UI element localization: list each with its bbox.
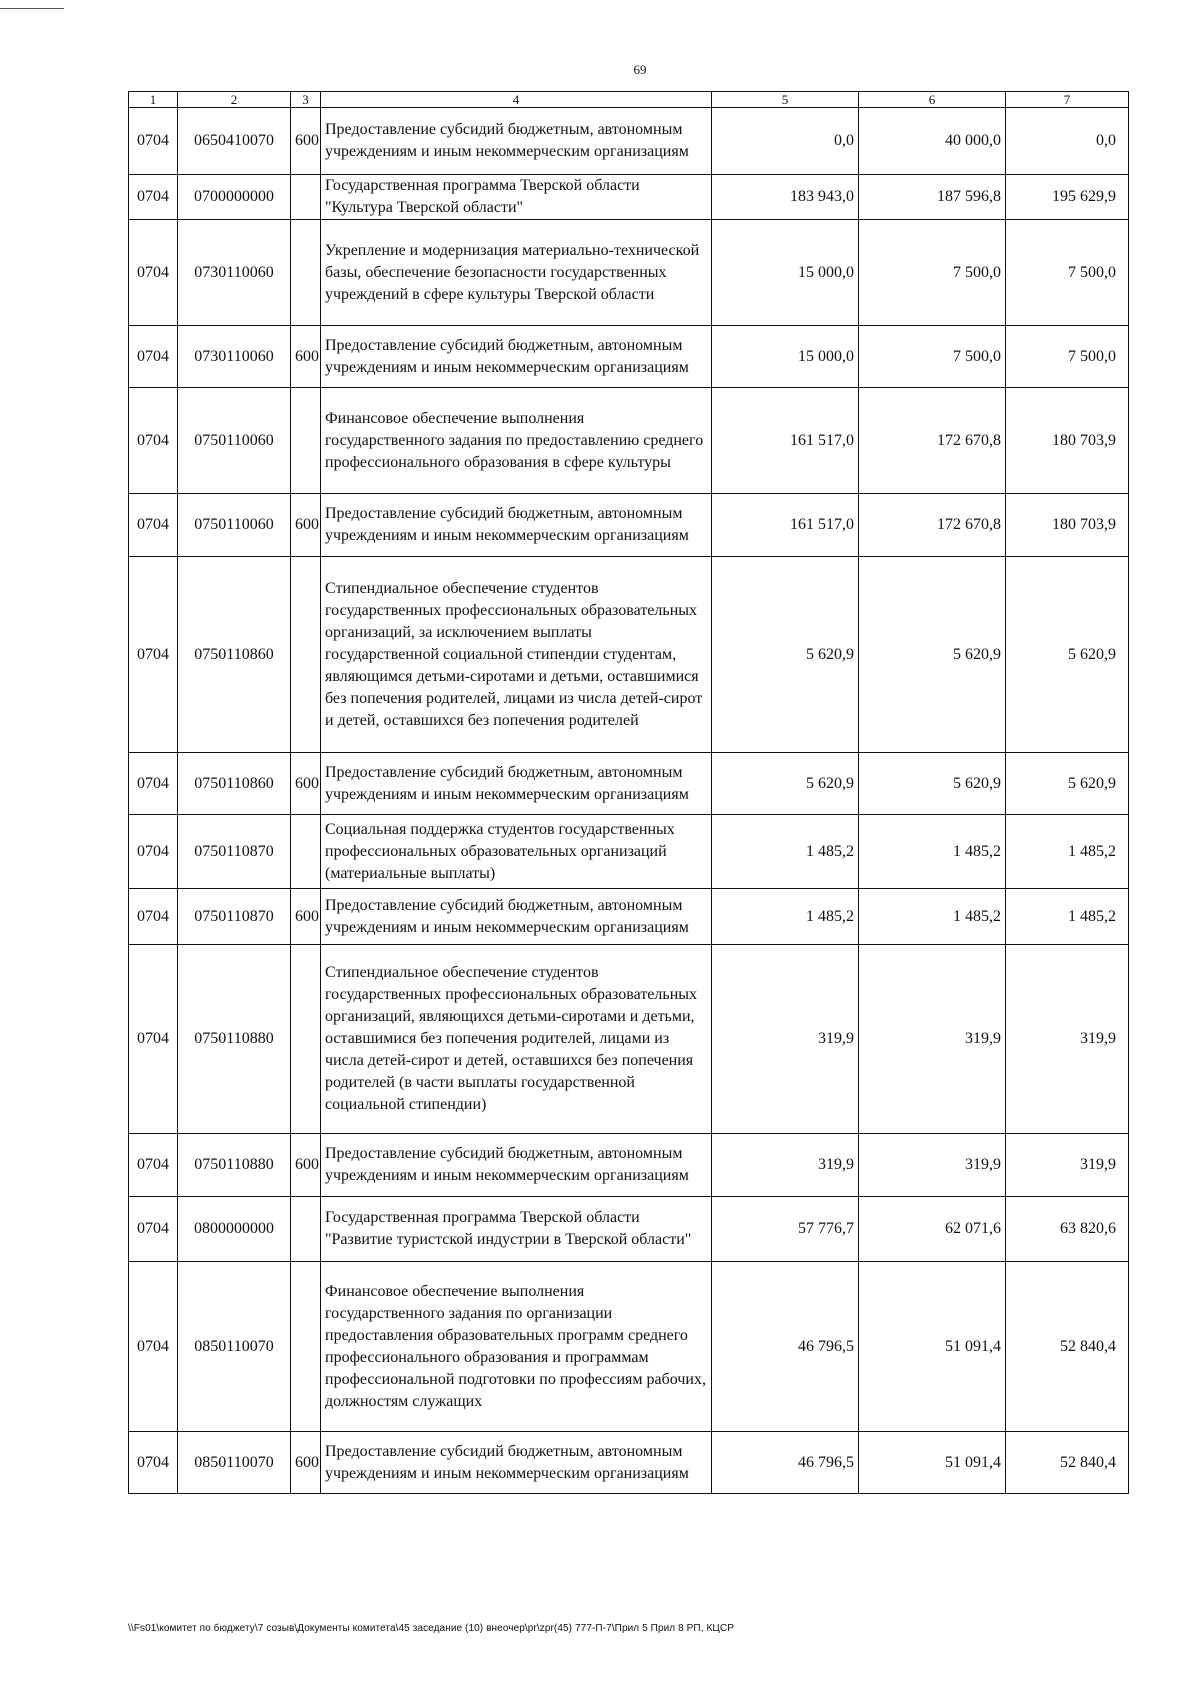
- amount-year2-cell: 51 091,4: [859, 1432, 1006, 1494]
- amount-year2-cell: 5 620,9: [859, 753, 1006, 815]
- section-code-cell: 0704: [129, 945, 178, 1134]
- section-code-cell: 0704: [129, 388, 178, 494]
- amount-year2-cell: 40 000,0: [859, 108, 1006, 175]
- item-name-cell: Предоставление субсидий бюджетным, автономным учреждениям и иным некоммерческим организациям: [321, 326, 712, 388]
- amount-year2-cell: 319,9: [859, 945, 1006, 1134]
- amount-year3-cell: 5 620,9: [1006, 557, 1129, 753]
- column-header-1: 1: [129, 92, 178, 108]
- amount-year1-cell: 15 000,0: [712, 220, 859, 326]
- amount-year3-cell: 180 703,9: [1006, 388, 1129, 494]
- amount-year1-cell: 46 796,5: [712, 1262, 859, 1432]
- expense-type-cell: 600: [291, 108, 321, 175]
- amount-year1-cell: 161 517,0: [712, 388, 859, 494]
- expense-type-cell: [291, 557, 321, 753]
- target-article-cell: 0800000000: [178, 1197, 291, 1262]
- table-row: [129, 494, 1129, 557]
- amount-year3-cell: 1 485,2: [1006, 815, 1129, 889]
- amount-year1-cell: 1 485,2: [712, 815, 859, 889]
- target-article-cell: 0730110060: [178, 326, 291, 388]
- target-article-cell: 0750110870: [178, 815, 291, 889]
- amount-year1-cell: 183 943,0: [712, 175, 859, 220]
- column-header-5: 5: [712, 92, 859, 108]
- section-code-cell: 0704: [129, 753, 178, 815]
- amount-year3-cell: 0,0: [1006, 108, 1129, 175]
- amount-year2-cell: 172 670,8: [859, 494, 1006, 557]
- item-name-cell: Предоставление субсидий бюджетным, автономным учреждениям и иным некоммерческим организациям: [321, 1432, 712, 1494]
- column-number-row: [129, 92, 1129, 108]
- table-row: [129, 1262, 1129, 1432]
- amount-year2-cell: 5 620,9: [859, 557, 1006, 753]
- table-row: [129, 753, 1129, 815]
- table-row: [129, 326, 1129, 388]
- table-row: [129, 945, 1129, 1134]
- expense-type-cell: 600: [291, 1134, 321, 1197]
- amount-year3-cell: 195 629,9: [1006, 175, 1129, 220]
- page-number: 69: [633, 62, 647, 77]
- target-article-cell: 0750110860: [178, 557, 291, 753]
- scan-edge-line: [0, 8, 64, 9]
- amount-year3-cell: 63 820,6: [1006, 1197, 1129, 1262]
- amount-year1-cell: 57 776,7: [712, 1197, 859, 1262]
- target-article-cell: 0750110060: [178, 494, 291, 557]
- table-row: [129, 1134, 1129, 1197]
- section-code-cell: 0704: [129, 557, 178, 753]
- amount-year2-cell: 319,9: [859, 1134, 1006, 1197]
- table-row: [129, 388, 1129, 494]
- table-row: [129, 557, 1129, 753]
- expense-type-cell: 600: [291, 889, 321, 945]
- table-row: [129, 108, 1129, 175]
- item-name-cell: Финансовое обеспечение выполнения государственного задания по организации предоставления образовательных программ среднего профессионального образования и программам профессиональной подготовки по профессиям рабочих, должностям служащих: [321, 1262, 712, 1432]
- expense-type-cell: [291, 388, 321, 494]
- table-body: [129, 108, 1129, 1494]
- amount-year3-cell: 7 500,0: [1006, 326, 1129, 388]
- target-article-cell: 0750110880: [178, 1134, 291, 1197]
- amount-year2-cell: 187 596,8: [859, 175, 1006, 220]
- amount-year3-cell: 52 840,4: [1006, 1432, 1129, 1494]
- target-article-cell: 0750110860: [178, 753, 291, 815]
- table-row: [129, 175, 1129, 220]
- column-header-4: 4: [321, 92, 712, 108]
- section-code-cell: 0704: [129, 1134, 178, 1197]
- amount-year1-cell: 319,9: [712, 945, 859, 1134]
- table-row: [129, 1197, 1129, 1262]
- expense-type-cell: 600: [291, 494, 321, 557]
- column-header-7: 7: [1006, 92, 1129, 108]
- amount-year2-cell: 62 071,6: [859, 1197, 1006, 1262]
- amount-year1-cell: 161 517,0: [712, 494, 859, 557]
- amount-year2-cell: 1 485,2: [859, 889, 1006, 945]
- section-code-cell: 0704: [129, 815, 178, 889]
- amount-year1-cell: 319,9: [712, 1134, 859, 1197]
- expense-type-cell: 600: [291, 1432, 321, 1494]
- target-article-cell: 0750110880: [178, 945, 291, 1134]
- target-article-cell: 0750110060: [178, 388, 291, 494]
- section-code-cell: 0704: [129, 1432, 178, 1494]
- item-name-cell: Предоставление субсидий бюджетным, автономным учреждениям и иным некоммерческим организациям: [321, 889, 712, 945]
- section-code-cell: 0704: [129, 326, 178, 388]
- table-row: [129, 889, 1129, 945]
- target-article-cell: 0700000000: [178, 175, 291, 220]
- target-article-cell: 0750110870: [178, 889, 291, 945]
- item-name-cell: Предоставление субсидий бюджетным, автономным учреждениям и иным некоммерческим организациям: [321, 108, 712, 175]
- item-name-cell: Государственная программа Тверской области "Культура Тверской области": [321, 175, 712, 220]
- amount-year2-cell: 172 670,8: [859, 388, 1006, 494]
- section-code-cell: 0704: [129, 1262, 178, 1432]
- section-code-cell: 0704: [129, 108, 178, 175]
- section-code-cell: 0704: [129, 175, 178, 220]
- target-article-cell: 0650410070: [178, 108, 291, 175]
- expense-type-cell: [291, 175, 321, 220]
- section-code-cell: 0704: [129, 220, 178, 326]
- item-name-cell: Социальная поддержка студентов государственных профессиональных образовательных организаций (материальные выплаты): [321, 815, 712, 889]
- expense-type-cell: [291, 945, 321, 1134]
- column-header-2: 2: [178, 92, 291, 108]
- amount-year3-cell: 319,9: [1006, 1134, 1129, 1197]
- item-name-cell: Стипендиальное обеспечение студентов государственных профессиональных образовательных организаций, являющихся детьми-сиротами и детьми, оставшимися без попечения родителей, лицами из числа детей-сирот и детей, оставшихся без попечения родителей (в части выплаты государственной социальной стипендии): [321, 945, 712, 1134]
- amount-year1-cell: 5 620,9: [712, 557, 859, 753]
- expense-type-cell: [291, 1262, 321, 1432]
- amount-year3-cell: 319,9: [1006, 945, 1129, 1134]
- item-name-cell: Стипендиальное обеспечение студентов государственных профессиональных образовательных организаций, за исключением выплаты государственной социальной стипендии студентам, являющимся детьми-сиротами и детьми, оставшимися без попечения родителей, лицами из числа детей-сирот и детей, оставшихся без попечения родителей: [321, 557, 712, 753]
- target-article-cell: 0730110060: [178, 220, 291, 326]
- amount-year2-cell: 7 500,0: [859, 220, 1006, 326]
- amount-year3-cell: 52 840,4: [1006, 1262, 1129, 1432]
- expense-type-cell: [291, 220, 321, 326]
- section-code-cell: 0704: [129, 494, 178, 557]
- amount-year1-cell: 46 796,5: [712, 1432, 859, 1494]
- amount-year3-cell: 180 703,9: [1006, 494, 1129, 557]
- footer-file-path: \\Fs01\комитет по бюджету\7 созыв\Документы комитета\45 заседание (10) внеочер\pr\zpr(45) 777-П-7\Прил 5 Прил 8 РП, КЦСР: [128, 1623, 734, 1634]
- table-row: [129, 815, 1129, 889]
- target-article-cell: 0850110070: [178, 1262, 291, 1432]
- expense-type-cell: 600: [291, 753, 321, 815]
- item-name-cell: Укрепление и модернизация материально-технической базы, обеспечение безопасности государственных учреждений в сфере культуры Тверской области: [321, 220, 712, 326]
- section-code-cell: 0704: [129, 889, 178, 945]
- table-row: [129, 1432, 1129, 1494]
- amount-year1-cell: 15 000,0: [712, 326, 859, 388]
- amount-year2-cell: 51 091,4: [859, 1262, 1006, 1432]
- section-code-cell: 0704: [129, 1197, 178, 1262]
- item-name-cell: Финансовое обеспечение выполнения государственного задания по предоставлению среднего профессионального образования в сфере культуры: [321, 388, 712, 494]
- amount-year3-cell: 5 620,9: [1006, 753, 1129, 815]
- target-article-cell: 0850110070: [178, 1432, 291, 1494]
- column-header-6: 6: [859, 92, 1006, 108]
- amount-year3-cell: 1 485,2: [1006, 889, 1129, 945]
- item-name-cell: Предоставление субсидий бюджетным, автономным учреждениям и иным некоммерческим организациям: [321, 1134, 712, 1197]
- expense-type-cell: 600: [291, 326, 321, 388]
- item-name-cell: Государственная программа Тверской области "Развитие туристской индустрии в Тверской области": [321, 1197, 712, 1262]
- item-name-cell: Предоставление субсидий бюджетным, автономным учреждениям и иным некоммерческим организациям: [321, 494, 712, 557]
- amount-year1-cell: 5 620,9: [712, 753, 859, 815]
- expense-type-cell: [291, 815, 321, 889]
- table-row: [129, 220, 1129, 326]
- item-name-cell: Предоставление субсидий бюджетным, автономным учреждениям и иным некоммерческим организациям: [321, 753, 712, 815]
- amount-year2-cell: 1 485,2: [859, 815, 1006, 889]
- amount-year1-cell: 1 485,2: [712, 889, 859, 945]
- amount-year1-cell: 0,0: [712, 108, 859, 175]
- amount-year3-cell: 7 500,0: [1006, 220, 1129, 326]
- column-header-3: 3: [291, 92, 321, 108]
- expense-type-cell: [291, 1197, 321, 1262]
- amount-year2-cell: 7 500,0: [859, 326, 1006, 388]
- budget-table: [128, 91, 1129, 1494]
